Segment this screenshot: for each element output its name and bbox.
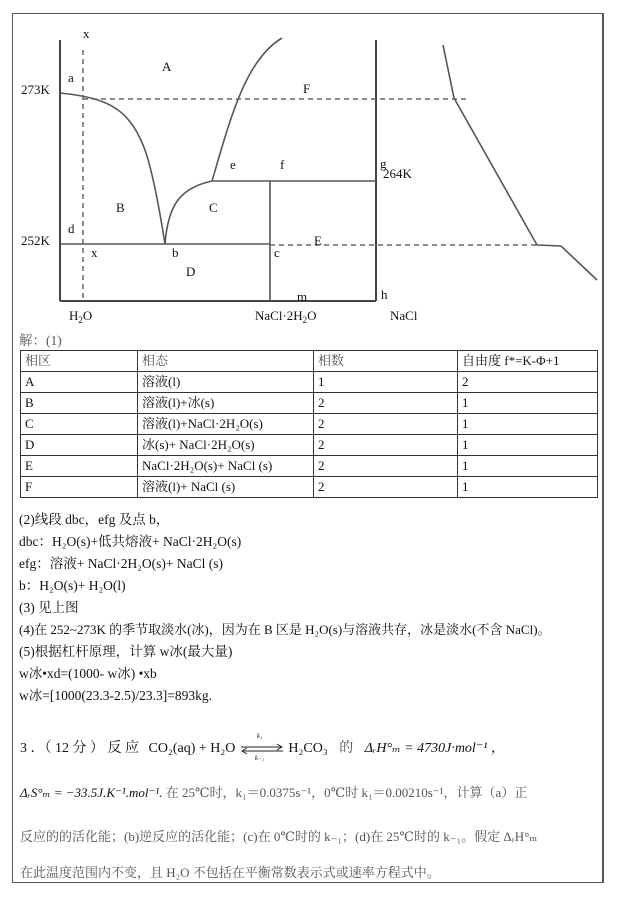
cell-state: 溶液(l)+ NaCl (s) xyxy=(138,477,314,498)
axis-label-h2o: $H_2O$ xyxy=(69,308,93,325)
header-state: 相态 xyxy=(138,351,314,372)
label-264k: 264K xyxy=(383,166,412,181)
cell-freedom: 1 xyxy=(458,456,598,477)
cell-phases: 2 xyxy=(314,393,458,414)
cell-phases: 2 xyxy=(314,435,458,456)
point-h: h xyxy=(381,287,388,302)
point-e: e xyxy=(230,157,236,172)
cell-freedom: 1 xyxy=(458,393,598,414)
table-row xyxy=(21,414,598,435)
label-252k: 252K xyxy=(21,233,50,248)
entropy-value: ΔᵣS°ₘ = −33.5J.K⁻¹.mol⁻¹. xyxy=(20,785,163,800)
table-header-row xyxy=(21,351,598,372)
k-reverse: k₋₁ xyxy=(254,753,265,762)
header-freedom: 自由度 f*=K-Φ+1 xyxy=(458,351,598,372)
cell-region: F xyxy=(21,477,138,498)
table-row xyxy=(21,456,598,477)
cell-state: 冰(s)+ NaCl·2H₂O(s) xyxy=(138,435,314,456)
solution-line-lever: w冰•xd=(1000- w冰) •xb xyxy=(19,666,157,681)
solution-line-result: w冰=[1000(23.3-2.5)/23.3]=893kg. xyxy=(19,688,212,703)
rate-constants-text: 在 25℃时，k₁＝0.0375s⁻¹，0℃时 k₁＝0.00210s⁻¹，计算（a）正 xyxy=(162,785,528,800)
cell-region: B xyxy=(21,393,138,414)
cell-state: 溶液(l)+冰(s) xyxy=(138,393,314,414)
solution-line-4: (4)在 252~273K 的季节取淡水(冰)，因为在 B 区是 H₂O(s)与溶液共存，冰是淡水(不含 NaCl)。 xyxy=(19,622,551,637)
header-region: 相区 xyxy=(21,351,138,372)
header-phase-count: 相数 xyxy=(314,351,458,372)
region-E: E xyxy=(314,233,322,248)
cell-state: 溶液(l) xyxy=(138,372,314,393)
cell-freedom: 2 xyxy=(458,372,598,393)
solution-line-2: (2)线段 dbc，efg 及点 b， xyxy=(19,512,170,527)
question3-line2 xyxy=(20,782,527,801)
point-x-top: x xyxy=(83,26,90,41)
region-B: B xyxy=(116,200,125,215)
cell-region: C xyxy=(21,414,138,435)
dihydrate-liquidus-curve xyxy=(165,181,212,244)
solution-line-efg: efg：溶液+ NaCl·2H₂O(s)+ NaCl (s) xyxy=(19,556,224,571)
cell-region: D xyxy=(21,435,138,456)
point-g: g xyxy=(380,156,387,171)
table-row xyxy=(21,435,598,456)
equilibrium-arrow xyxy=(239,731,285,762)
phase-table xyxy=(20,350,598,498)
axis-label-nacl: NaCl xyxy=(390,308,418,323)
question3-line1 xyxy=(20,731,505,762)
solution-line-b: b：H₂O(s)+ H₂O(l) xyxy=(19,578,126,593)
de-text: 的 xyxy=(339,741,354,756)
point-x-mid: x xyxy=(91,245,98,260)
region-A: A xyxy=(162,59,172,74)
region-F: F xyxy=(303,81,311,96)
solution-line-5: (5)根据杠杆原理，计算 w冰(最大量) xyxy=(19,644,233,659)
reaction-left: CO₂(aq) + H₂O xyxy=(148,741,236,756)
cell-freedom: 1 xyxy=(458,414,598,435)
table-row xyxy=(21,372,598,393)
nacl-solubility-curve xyxy=(212,38,285,181)
cell-phases: 2 xyxy=(314,414,458,435)
cooling-curve xyxy=(443,45,597,280)
label-273k: 273K xyxy=(21,82,50,97)
cell-phases: 1 xyxy=(314,372,458,393)
cell-phases: 2 xyxy=(314,477,458,498)
point-m: m xyxy=(297,289,308,304)
reaction-right: H₂CO₃ xyxy=(288,741,328,756)
cell-region: A xyxy=(21,372,138,393)
axis-label-dihydrate: $NaCl\cdot 2H_2O$ xyxy=(255,308,317,325)
phase-diagram xyxy=(0,0,619,330)
solution-line-3: (3) 见上图 xyxy=(19,600,79,615)
point-c: c xyxy=(274,245,280,260)
cell-freedom: 1 xyxy=(458,477,598,498)
solution-line-dbc: dbc：H₂O(s)+低共熔液+ NaCl·2H₂O(s) xyxy=(19,534,242,549)
point-d: d xyxy=(68,221,75,236)
cell-state: NaCl·2H₂O(s)+ NaCl (s) xyxy=(138,456,314,477)
ice-liquidus-curve xyxy=(60,93,165,244)
region-D: D xyxy=(186,264,196,279)
enthalpy-value: ΔᵣH°ₘ = 4730J·mol⁻¹ ， xyxy=(364,741,505,756)
point-b: b xyxy=(172,245,179,260)
solution-heading: 解：(1) xyxy=(19,333,62,348)
cell-region: E xyxy=(21,456,138,477)
question3-line3: 反应的的活化能；(b)逆反应的活化能；(c)在 0℃时的 k₋₁；(d)在 25℃时的 k₋₁。假定 ΔᵣH°ₘ xyxy=(20,829,538,844)
cell-freedom: 1 xyxy=(458,435,598,456)
point-a: a xyxy=(68,70,74,85)
question-number: 3 ．（ 12 分 ） 反 应 xyxy=(20,741,139,756)
point-f: f xyxy=(280,157,285,172)
k-forward: k₁ xyxy=(256,731,263,740)
cell-state: 溶液(l)+NaCl·2H₂O(s) xyxy=(138,414,314,435)
table-row xyxy=(21,393,598,414)
cell-phases: 2 xyxy=(314,456,458,477)
region-C: C xyxy=(209,200,218,215)
table-row xyxy=(21,477,598,498)
question3-line4: 在此温度范围内不变，且 H₂O 不包括在平衡常数表示式或速率方程式中。 xyxy=(20,865,440,880)
